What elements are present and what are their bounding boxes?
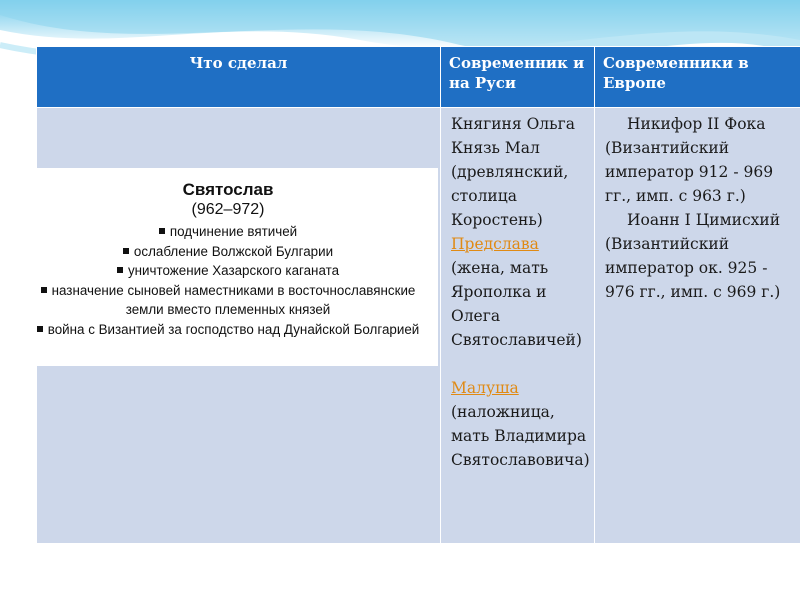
header-rus-contemporaries: Современник и на Руси [441, 47, 595, 108]
card-list-item: назначение сыновей наместниками в восточнославянские [18, 281, 438, 301]
rus-olga: Княгиня Ольга [451, 115, 575, 133]
card-list-item: уничтожение Хазарского каганата [18, 261, 438, 281]
europe-nikephoros: Никифор II Фока (Византийский император 912 - 969 гг., имп. с 963 г.) [605, 115, 774, 205]
bullet-icon [123, 248, 129, 254]
card-list-item: подчинение вятичей [18, 222, 438, 242]
header-europe-contemporaries: Современники в Европе [595, 47, 800, 108]
svyatoslav-summary-card [18, 168, 438, 366]
europe-john-tzimiskes: Иоанн I Цимисхий (Византийский император ок. 925 - 976 гг., имп. с 969 г.) [605, 211, 781, 301]
bullet-icon [37, 326, 43, 332]
rus-mal: Князь Мал (древлянский, столица Коростень) [451, 139, 569, 229]
card-list-item: ослабление Волжской Булгарии [18, 242, 438, 262]
predslava-description: (жена, мать Ярополка и Олега Святославичей) [451, 259, 582, 349]
card-list-item: война с Византией за господство над Дунайской Болгарией [18, 320, 438, 340]
card-title: Святослав [182, 180, 274, 199]
malusha-description: (наложница, мать Владимира Святославовича) [451, 403, 590, 469]
bullet-icon [159, 228, 165, 234]
bullet-icon [117, 267, 123, 273]
link-predslava[interactable]: Предслава [451, 235, 539, 253]
link-malusha[interactable]: Малуша [451, 379, 519, 397]
card-years: (962–972) [191, 201, 265, 218]
bullet-icon [41, 287, 47, 293]
cell-rus-contemporaries [441, 108, 595, 544]
table-header-row [37, 47, 800, 108]
card-list-item-continuation: земли вместо племенных князей [125, 302, 331, 317]
cell-europe-contemporaries [595, 108, 800, 544]
header-what-done: Что сделал [37, 47, 441, 108]
